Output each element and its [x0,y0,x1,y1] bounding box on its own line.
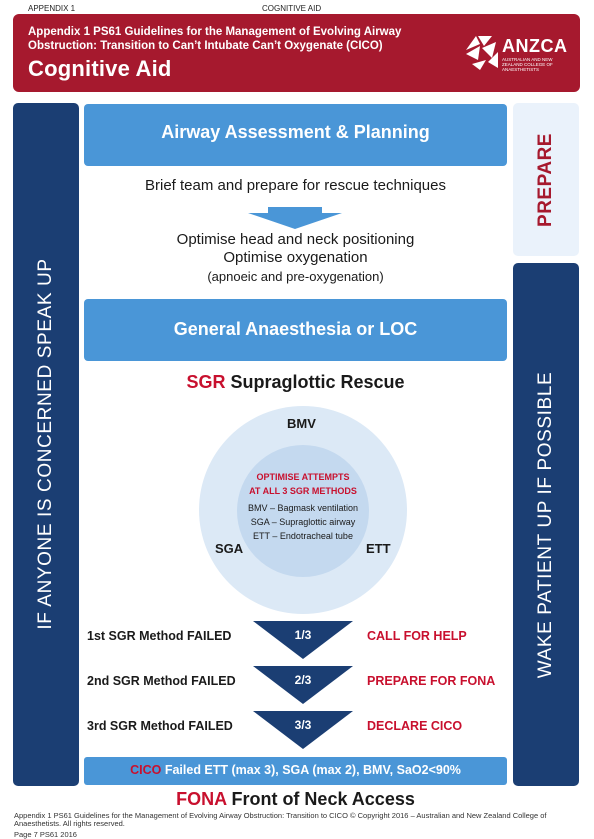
optimise-attempts-line2: AT ALL 3 SGR METHODS [249,486,357,496]
airway-assessment-banner: Airway Assessment & Planning [84,104,507,166]
step-1-failed: 1st SGR Method FAILED [87,629,232,643]
page-title: Cognitive Aid [28,56,172,81]
cico-criteria: Failed ETT (max 3), SGA (max 2), BMV, SaO2<90% [161,763,461,777]
method-sga: SGA – Supraglottic airway [250,517,356,527]
step-3-failed: 3rd SGR Method FAILED [87,719,233,733]
fona-abbr: FONA [176,789,227,809]
general-anaesthesia-banner: General Anaesthesia or LOC [84,299,507,361]
bmv-label: BMV [287,416,316,431]
step-1-action: CALL FOR HELP [367,629,467,643]
logo-tagline: AUSTRALIAN AND NEW ZEALAND COLLEGE OF ANAESTHETISTS [502,57,553,72]
sgr-abbr: SGR [186,372,226,392]
brief-team-text: Brief team and prepare for rescue techniques [144,177,446,194]
ett-label: ETT [366,541,391,556]
sgr-rest: Supraglottic Rescue [225,372,405,392]
fona-rest: Front of Neck Access [226,789,415,809]
wake-patient-text: WAKE PATIENT UP IF POSSIBLE [535,371,556,679]
down-arrow-icon [246,207,344,229]
step-2-failed: 2nd SGR Method FAILED [87,674,236,688]
step-2-action: PREPARE FOR FONA [367,674,496,688]
logo-name: ANZCA [502,36,568,56]
cico-bar [84,757,507,785]
header-subtitle [28,25,448,53]
optimise-positioning-text: Optimise head and neck positioning [176,231,415,248]
sga-label: SGA [215,541,244,556]
optimise-oxygenation-text: Optimise oxygenation [223,249,368,266]
header-subtitle-line1: Appendix 1 PS61 Guidelines for the Management of Evolving Airway [28,26,402,38]
footer-page-number: Page 7 PS61 2016 [14,830,77,839]
cognitive-aid-label: COGNITIVE AID [262,4,322,13]
header-subtitle-line2: Obstruction: Transition to Can’t Intubate Can’t Oxygenate (CICO) [28,40,383,52]
optimise-attempts-line1: OPTIMISE ATTEMPTS [256,472,350,482]
footer-copyright: Appendix 1 PS61 Guidelines for the Management of Evolving Airway Obstruction: Transition to CICO © Copyright 2016 – Australian and New Zealand College of Anaesthetists. All rights reserved. [14,811,547,828]
method-ett: ETT – Endotracheal tube [253,531,353,541]
appendix-label: APPENDIX 1 [28,4,76,13]
step-1-count: 1/3 [294,628,312,642]
cico-abbr: CICO [130,763,162,777]
step-3-count: 3/3 [294,718,312,732]
speak-up-text: IF ANYONE IS CONCERNED SPEAK UP [35,258,56,630]
sgr-heading [84,372,507,393]
fona-heading [84,789,507,810]
method-bmv: BMV – Bagmask ventilation [247,503,359,513]
apnoeic-text: (apnoeic and pre-oxygenation) [207,269,384,284]
step-3-action: DECLARE CICO [367,719,463,733]
step-2-count: 2/3 [294,673,312,687]
prepare-text: PREPARE [535,133,556,227]
